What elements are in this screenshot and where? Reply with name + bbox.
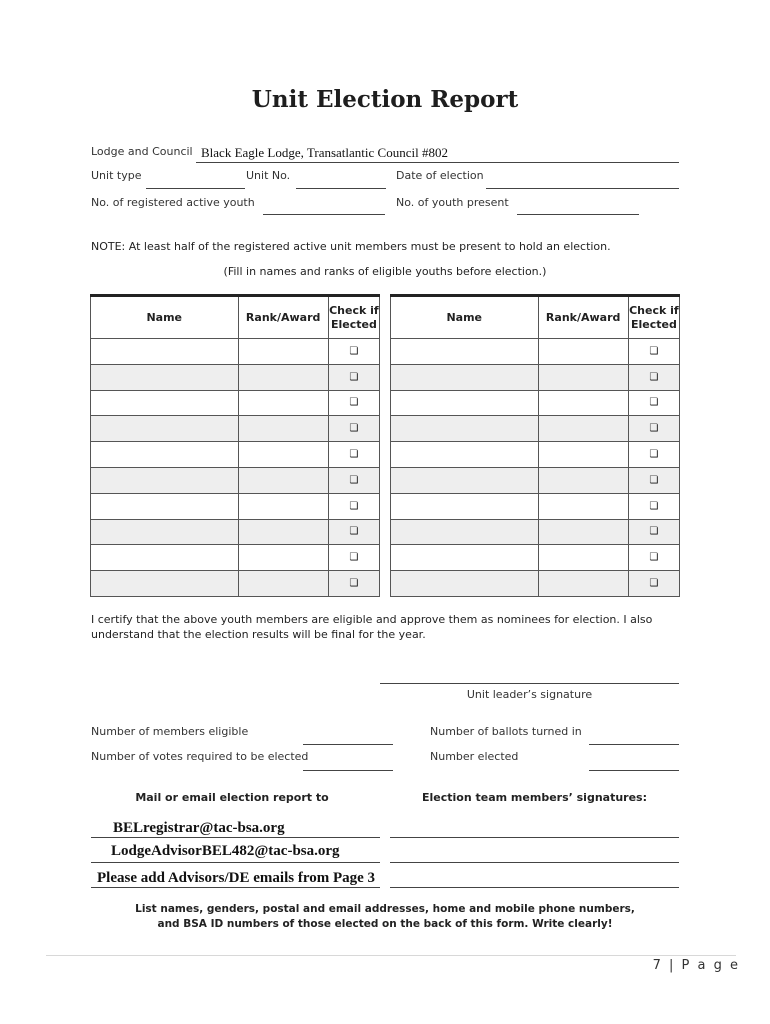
required-label: Number of votes required to be elected — [91, 750, 309, 763]
signature-line[interactable] — [380, 683, 679, 684]
elected-checkbox[interactable]: ❏ — [328, 545, 379, 571]
elected-label: Number elected — [430, 750, 519, 763]
roster-row — [91, 442, 380, 468]
elected-checkbox[interactable]: ❏ — [628, 571, 679, 597]
unit-no-label: Unit No. — [246, 169, 291, 182]
name-cell[interactable] — [91, 493, 239, 519]
lodge-value[interactable]: Black Eagle Lodge, Transatlantic Council #802 — [201, 145, 448, 160]
roster-table-left — [90, 294, 380, 597]
email-line-1 — [91, 837, 380, 838]
team-heading: Election team members’ signatures: — [421, 791, 647, 804]
elected-checkbox[interactable]: ❏ — [328, 339, 379, 365]
required-field[interactable] — [303, 770, 393, 771]
elected-checkbox[interactable]: ❏ — [628, 364, 679, 390]
team-signature-line-3[interactable] — [390, 887, 679, 888]
name-cell[interactable] — [391, 519, 539, 545]
ballots-field[interactable] — [589, 744, 679, 745]
mail-heading: Mail or email election report to — [135, 791, 329, 804]
rank-cell[interactable] — [238, 519, 328, 545]
name-cell[interactable] — [391, 442, 539, 468]
name-cell[interactable] — [91, 571, 239, 597]
rank-cell[interactable] — [538, 519, 628, 545]
elected-checkbox[interactable]: ❏ — [628, 467, 679, 493]
elected-checkbox[interactable]: ❏ — [328, 493, 379, 519]
roster-row — [391, 545, 680, 571]
rank-header: Rank/Award — [538, 296, 628, 339]
roster-row — [391, 442, 680, 468]
present-label: No. of youth present — [396, 196, 509, 209]
roster-row — [391, 493, 680, 519]
name-cell[interactable] — [91, 364, 239, 390]
email-advisor[interactable]: LodgeAdvisorBEL482@tac-bsa.org — [111, 843, 340, 859]
name-cell[interactable] — [91, 519, 239, 545]
rank-cell[interactable] — [538, 390, 628, 416]
roster-row — [391, 519, 680, 545]
roster-row — [91, 364, 380, 390]
name-cell[interactable] — [391, 467, 539, 493]
rank-cell[interactable] — [238, 416, 328, 442]
eligible-field[interactable] — [303, 744, 393, 745]
name-cell[interactable] — [391, 493, 539, 519]
present-field[interactable] — [517, 214, 639, 215]
roster-row — [91, 416, 380, 442]
name-cell[interactable] — [91, 442, 239, 468]
registered-label: No. of registered active youth — [91, 196, 255, 209]
name-cell[interactable] — [91, 390, 239, 416]
note-text: NOTE: At least half of the registered active unit members must be present to hold an election. — [91, 240, 611, 253]
eligible-label: Number of members eligible — [91, 725, 249, 738]
elected-checkbox[interactable]: ❏ — [328, 571, 379, 597]
elected-checkbox[interactable]: ❏ — [628, 519, 679, 545]
elected-checkbox[interactable]: ❏ — [628, 493, 679, 519]
fill-note: (Fill in names and ranks of eligible youths before election.) — [223, 265, 547, 278]
name-cell[interactable] — [391, 416, 539, 442]
rank-cell[interactable] — [538, 545, 628, 571]
page-number: 7 — [652, 958, 663, 973]
signature-label: Unit leader’s signature — [466, 688, 593, 701]
unit-type-field[interactable] — [146, 188, 245, 189]
page-title: Unit Election Report — [251, 86, 519, 113]
unit-type-label: Unit type — [91, 169, 142, 182]
roster-row — [391, 390, 680, 416]
rank-cell[interactable] — [538, 571, 628, 597]
rank-cell[interactable] — [238, 545, 328, 571]
rank-cell[interactable] — [538, 442, 628, 468]
roster-row — [91, 519, 380, 545]
roster-row — [391, 467, 680, 493]
name-header: Name — [391, 296, 539, 339]
ballots-label: Number of ballots turned in — [430, 725, 582, 738]
team-signature-line-1[interactable] — [390, 837, 679, 838]
elected-checkbox[interactable]: ❏ — [628, 442, 679, 468]
rank-cell[interactable] — [238, 571, 328, 597]
certify-text: I certify that the above youth members are eligible and approve them as nominees for election. I also understand that the election results will be final for the year. — [91, 613, 653, 641]
name-cell[interactable] — [391, 339, 539, 365]
rank-cell[interactable] — [238, 339, 328, 365]
check-header: Check if Elected — [628, 296, 679, 339]
rank-cell[interactable] — [538, 364, 628, 390]
footer-rule — [46, 955, 736, 956]
roster-row — [91, 493, 380, 519]
name-cell[interactable] — [391, 364, 539, 390]
roster-row — [91, 339, 380, 365]
roster-row — [391, 571, 680, 597]
elected-checkbox[interactable]: ❏ — [328, 416, 379, 442]
roster-row — [391, 364, 680, 390]
list-note-line-2: and BSA ID numbers of those elected on the back of this form. Write clearly! — [157, 918, 613, 930]
email-advisors-note: Please add Advisors/DE emails from Page 3 — [97, 870, 376, 886]
team-signature-line-2[interactable] — [390, 862, 679, 863]
email-line-2 — [91, 862, 380, 863]
name-cell[interactable] — [391, 545, 539, 571]
email-line-3 — [91, 887, 380, 888]
rank-cell[interactable] — [238, 467, 328, 493]
roster-row — [391, 416, 680, 442]
elected-checkbox[interactable]: ❏ — [628, 339, 679, 365]
elected-checkbox[interactable]: ❏ — [328, 519, 379, 545]
rank-cell[interactable] — [238, 390, 328, 416]
page-label: | P a g e — [669, 958, 740, 973]
elected-checkbox[interactable]: ❏ — [628, 390, 679, 416]
check-header: Check if Elected — [328, 296, 379, 339]
elected-checkbox[interactable]: ❏ — [328, 390, 379, 416]
name-header: Name — [91, 296, 239, 339]
rank-cell[interactable] — [238, 493, 328, 519]
rank-header: Rank/Award — [238, 296, 328, 339]
registered-field[interactable] — [263, 214, 385, 215]
elected-checkbox[interactable]: ❏ — [328, 364, 379, 390]
date-label: Date of election — [396, 169, 484, 182]
name-cell[interactable] — [391, 390, 539, 416]
name-cell[interactable] — [91, 545, 239, 571]
roster-row — [91, 467, 380, 493]
rank-cell[interactable] — [238, 364, 328, 390]
email-registrar[interactable]: BELregistrar@tac-bsa.org — [113, 820, 285, 836]
name-cell[interactable] — [91, 467, 239, 493]
rank-cell[interactable] — [538, 416, 628, 442]
name-cell[interactable] — [91, 416, 239, 442]
date-field[interactable] — [486, 188, 679, 189]
elected-field[interactable] — [589, 770, 679, 771]
roster-row — [391, 339, 680, 365]
page-footer — [653, 958, 740, 973]
lodge-label: Lodge and Council — [91, 145, 193, 158]
lodge-line — [196, 162, 679, 163]
roster-row — [91, 545, 380, 571]
rank-cell[interactable] — [238, 442, 328, 468]
rank-cell[interactable] — [538, 339, 628, 365]
elected-checkbox[interactable]: ❏ — [328, 442, 379, 468]
rank-cell[interactable] — [538, 467, 628, 493]
name-cell[interactable] — [91, 339, 239, 365]
roster-table-right — [390, 294, 680, 597]
elected-checkbox[interactable]: ❏ — [628, 416, 679, 442]
name-cell[interactable] — [391, 571, 539, 597]
list-note-line-1: List names, genders, postal and email addresses, home and mobile phone numbers, — [135, 903, 635, 915]
unit-no-field[interactable] — [296, 188, 386, 189]
elected-checkbox[interactable]: ❏ — [628, 545, 679, 571]
elected-checkbox[interactable]: ❏ — [328, 467, 379, 493]
roster-row — [91, 390, 380, 416]
rank-cell[interactable] — [538, 493, 628, 519]
roster-row — [91, 571, 380, 597]
